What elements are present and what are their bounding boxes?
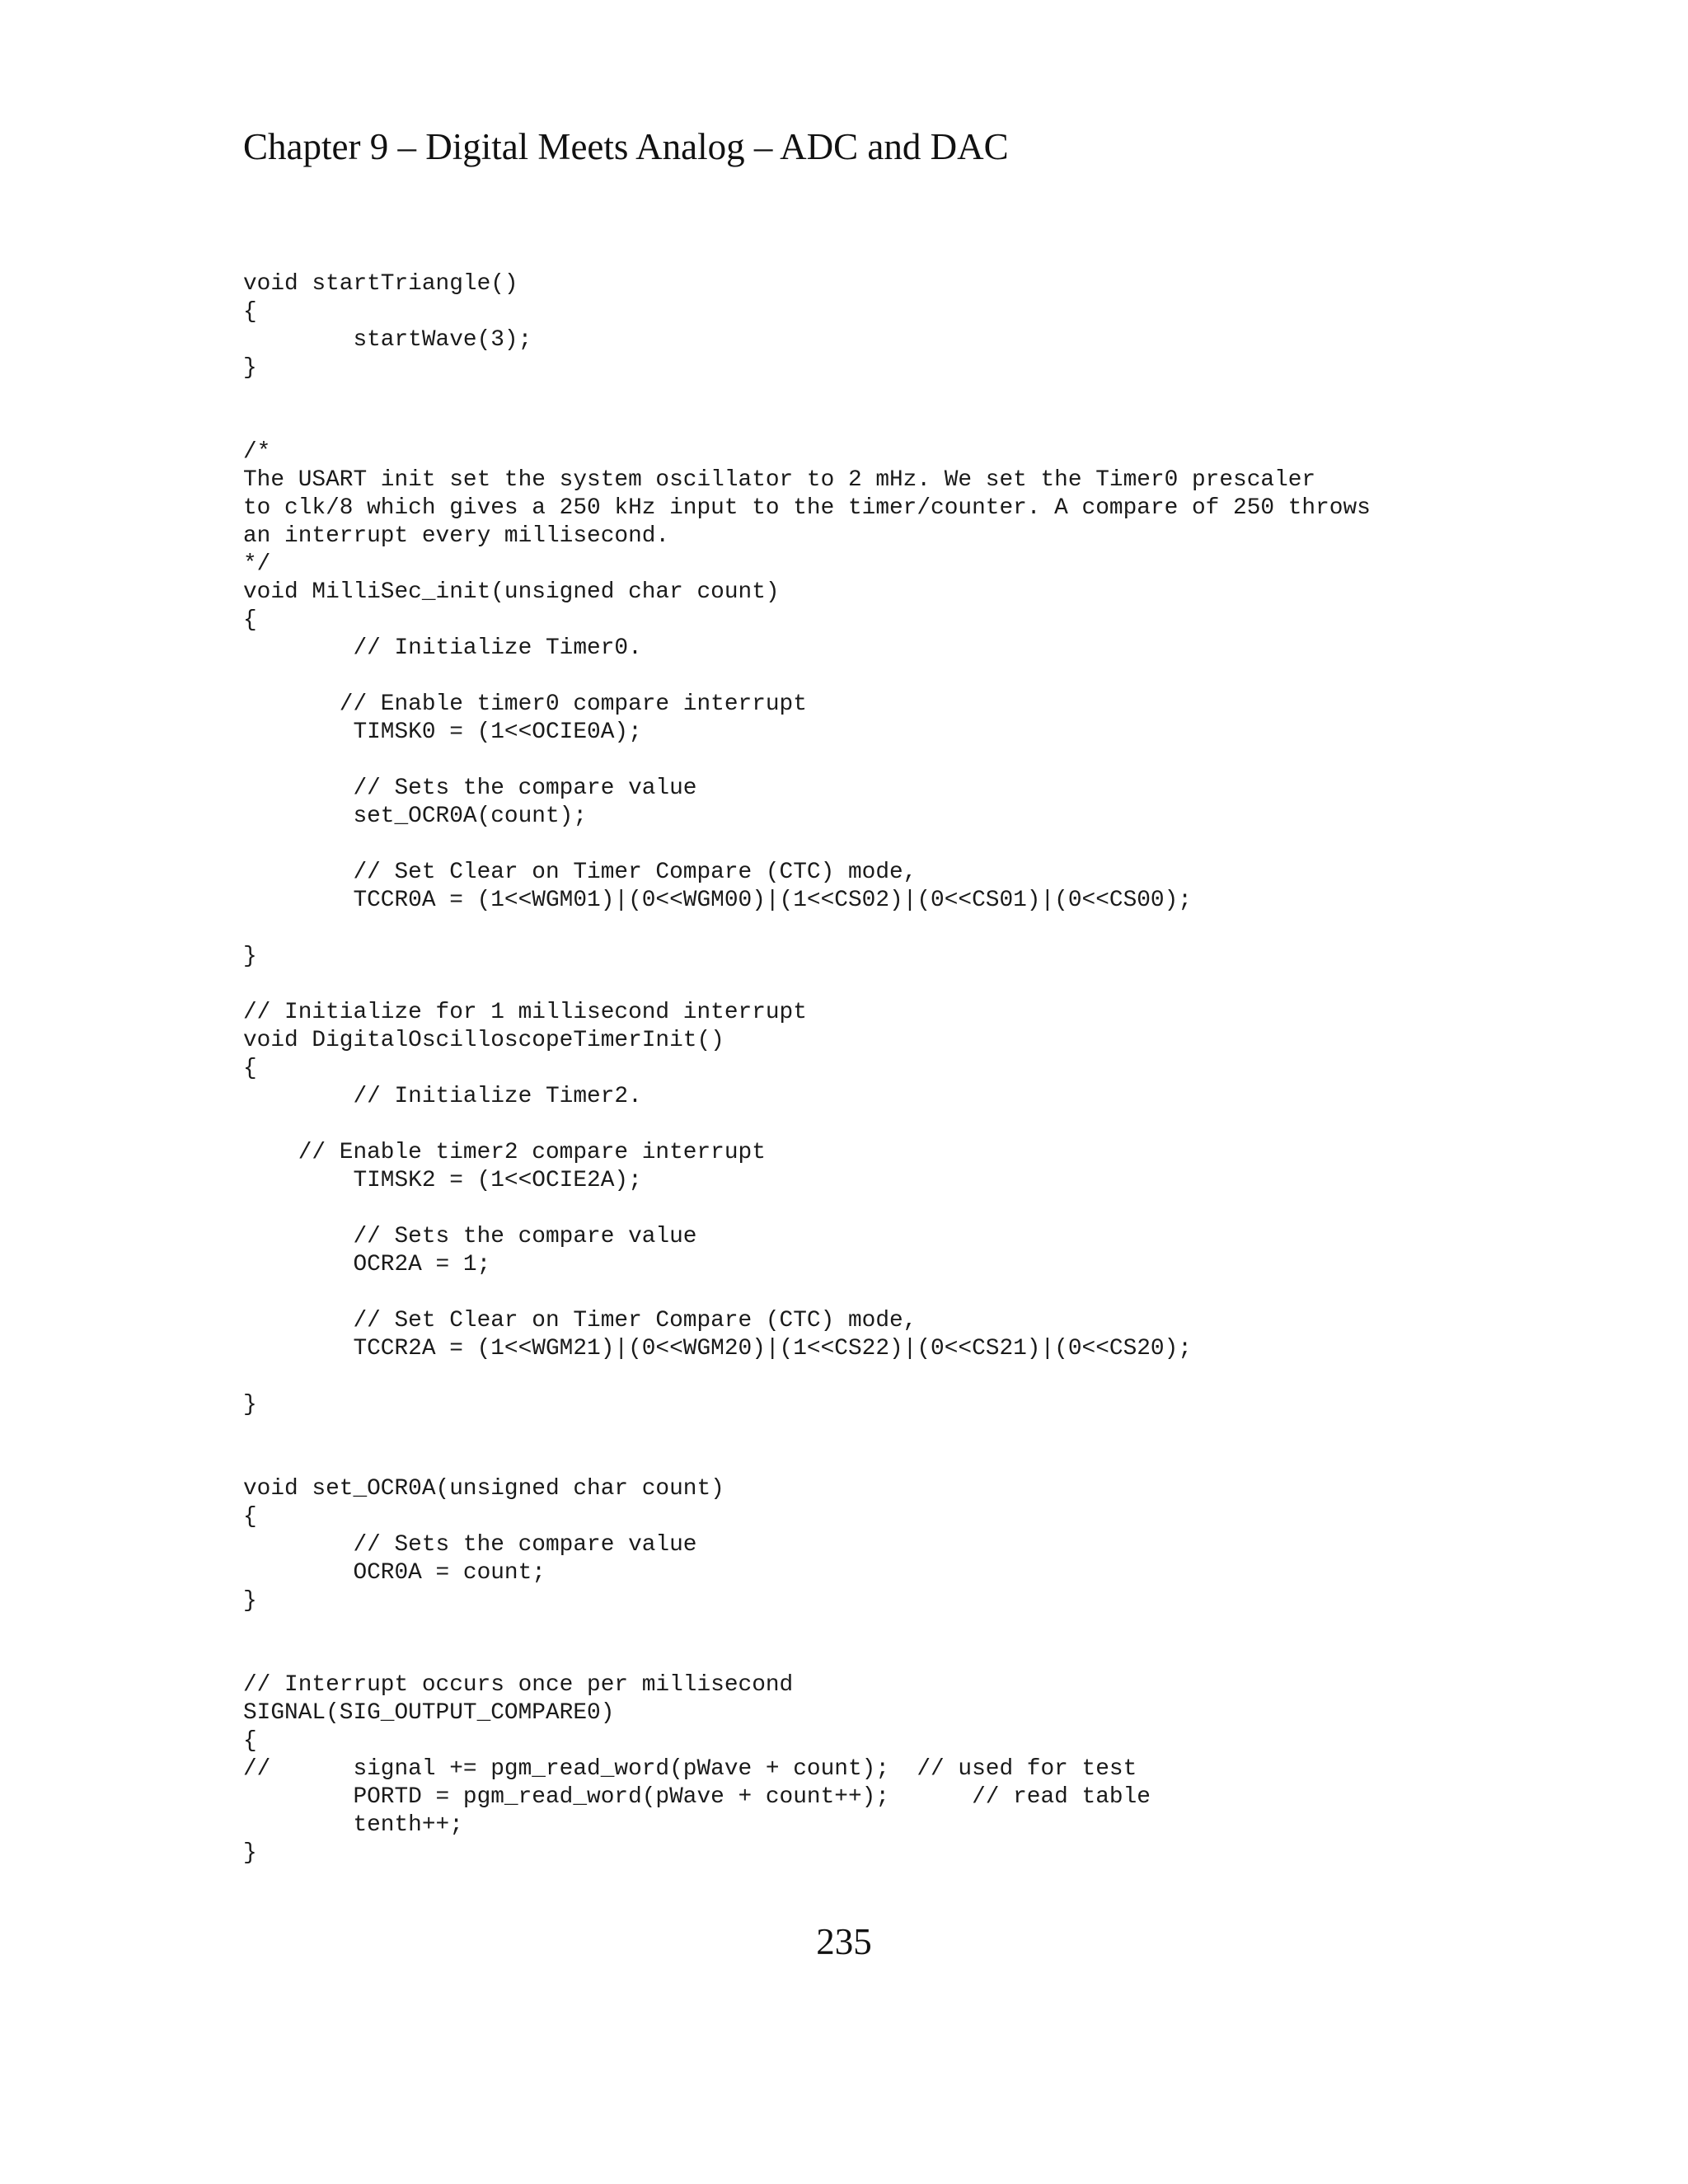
code-line: The USART init set the system oscillator to 2 mHz. We set the Timer0 prescaler — [243, 467, 1316, 493]
code-line: } — [243, 944, 257, 969]
page-number: 235 — [816, 1921, 872, 1962]
code-line: /* — [243, 439, 271, 465]
code-line: OCR0A = count; — [243, 1560, 546, 1586]
code-line: set_OCR0A(count); — [243, 804, 588, 829]
code-line: // Enable timer2 compare interrupt — [243, 1140, 766, 1165]
code-line: TIMSK2 = (1<<OCIE2A); — [243, 1168, 642, 1193]
code-line: to clk/8 which gives a 250 kHz input to the timer/counter. A compare of 250 throws — [243, 495, 1371, 521]
code-line: void DigitalOscilloscopeTimerInit() — [243, 1028, 724, 1053]
code-line: an interrupt every millisecond. — [243, 523, 670, 549]
code-line: // Set Clear on Timer Compare (CTC) mode, — [243, 860, 917, 885]
code-line: } — [243, 1392, 257, 1418]
code-line: OCR2A = 1; — [243, 1252, 491, 1277]
code-line: */ — [243, 551, 271, 577]
code-line: SIGNAL(SIG_OUTPUT_COMPARE0) — [243, 1700, 615, 1726]
code-line: tenth++; — [243, 1812, 463, 1838]
code-line: TIMSK0 = (1<<OCIE0A); — [243, 719, 642, 745]
code-line: { — [243, 1056, 257, 1081]
code-line: { — [243, 1504, 257, 1530]
code-line: // Set Clear on Timer Compare (CTC) mode, — [243, 1308, 917, 1333]
code-line: { — [243, 299, 257, 325]
code-line: { — [243, 1728, 257, 1754]
code-line: TCCR2A = (1<<WGM21)|(0<<WGM20)|(1<<CS22)|(0<<CS21)|(0<<CS20); — [243, 1336, 1192, 1361]
code-line: { — [243, 607, 257, 633]
code-line: // Initialize Timer0. — [243, 635, 642, 661]
code-line: PORTD = pgm_read_word(pWave + count++); // read table — [243, 1784, 1151, 1810]
code-line: // Sets the compare value — [243, 776, 697, 801]
code-line: void startTriangle() — [243, 271, 518, 297]
code-line: // Interrupt occurs once per millisecond — [243, 1672, 794, 1698]
code-line: // Sets the compare value — [243, 1224, 697, 1249]
code-line: // Initialize for 1 millisecond interrupt — [243, 1000, 807, 1025]
code-line: } — [243, 1840, 257, 1866]
code-line: // Sets the compare value — [243, 1532, 697, 1558]
code-line: } — [243, 355, 257, 381]
code-line: // Enable timer0 compare interrupt — [243, 691, 807, 717]
code-line: void MilliSec_init(unsigned char count) — [243, 579, 780, 605]
code-line: } — [243, 1588, 257, 1614]
code-line: TCCR0A = (1<<WGM01)|(0<<WGM00)|(1<<CS02)|(0<<CS01)|(0<<CS00); — [243, 888, 1192, 913]
page-title: Chapter 9 – Digital Meets Analog – ADC and DAC — [243, 126, 1009, 167]
code-line: // signal += pgm_read_word(pWave + count); // used for test — [243, 1756, 1137, 1782]
code-line: startWave(3); — [243, 327, 532, 353]
code-line: void set_OCR0A(unsigned char count) — [243, 1476, 724, 1502]
code-line: // Initialize Timer2. — [243, 1084, 642, 1109]
